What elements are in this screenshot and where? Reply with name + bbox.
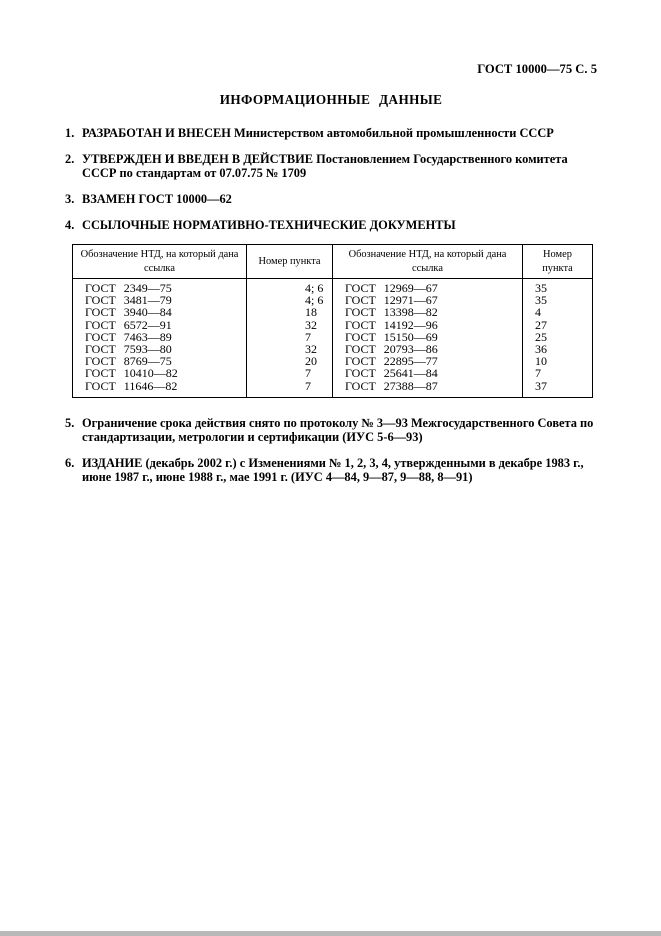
table-row (73, 343, 593, 355)
table-cell: ГОСТ 22895—77 (333, 355, 523, 367)
table-header-cell: Обозначение НТД, на который дана ссылка (333, 245, 523, 279)
list-item (65, 416, 597, 444)
scan-edge (0, 931, 661, 936)
list-item (65, 456, 597, 484)
table-cell: 10 (523, 355, 593, 367)
list-item-text: ВЗАМЕН ГОСТ 10000—62 (82, 192, 232, 206)
table-row (73, 306, 593, 318)
info-list-bottom (65, 416, 597, 484)
table-cell: ГОСТ 25641—84 (333, 367, 523, 379)
table-row (73, 367, 593, 379)
table-cell: ГОСТ 14192—96 (333, 319, 523, 331)
table-cell: ГОСТ 20793—86 (333, 343, 523, 355)
list-item-number: 3. (65, 192, 75, 206)
list-item-number: 6. (65, 455, 75, 470)
table-cell: 20 (247, 355, 333, 367)
table-cell: ГОСТ 2349—75 (73, 279, 247, 295)
list-item-number: 5. (65, 415, 75, 430)
table-cell: 36 (523, 343, 593, 355)
list-item-text: ССЫЛОЧНЫЕ НОРМАТИВНО-ТЕХНИЧЕСКИЕ ДОКУМЕНТЫ (82, 218, 456, 232)
page-title: ИНФОРМАЦИОННЫЕ ДАННЫЕ (219, 92, 443, 107)
table-cell: ГОСТ 6572—91 (73, 319, 247, 331)
table-header-row (73, 245, 593, 279)
table-cell: ГОСТ 12969—67 (333, 279, 523, 295)
list-item (65, 126, 597, 140)
table-cell: ГОСТ 11646—82 (73, 380, 247, 398)
table-row (73, 355, 593, 367)
table-cell: ГОСТ 10410—82 (73, 367, 247, 379)
table-cell: 32 (247, 319, 333, 331)
table-cell: 18 (247, 306, 333, 318)
table-cell: ГОСТ 8769—75 (73, 355, 247, 367)
table-row (73, 319, 593, 331)
table-header-cell: Номер пункта (523, 245, 593, 279)
list-item (65, 192, 597, 206)
table-cell: ГОСТ 12971—67 (333, 294, 523, 306)
table-cell: ГОСТ 7593—80 (73, 343, 247, 355)
list-item-number: 2. (65, 152, 75, 166)
table-cell: 27 (523, 319, 593, 331)
reference-table (72, 244, 593, 398)
info-list-top (65, 126, 597, 232)
table-header-cell: Обозначение НТД, на который дана ссылка (73, 245, 247, 279)
list-item-number: 1. (65, 126, 75, 140)
list-item (65, 152, 597, 180)
table-cell: 32 (247, 343, 333, 355)
table-row (73, 331, 593, 343)
table-cell: 4; 6 (247, 279, 333, 295)
list-item-number: 4. (65, 218, 75, 232)
page-header (65, 62, 597, 76)
list-item-text: УТВЕРЖДЕН И ВВЕДЕН В ДЕЙСТВИЕ Постановлением Государственного комитета СССР по стандартам от 07.07.75 № 1709 (82, 152, 568, 180)
table-header-cell: Номер пункта (247, 245, 333, 279)
list-item-text: ИЗДАНИЕ (декабрь 2002 г.) с Изменениями № 1, 2, 3, 4, утвержденными в декабре 1983 г., июне 1987 г., июне 1988 г., мае 1991 г. (ИУС 4—84, 9—87, 9—88, 8—91) (82, 455, 584, 484)
table-row (73, 294, 593, 306)
table-cell: ГОСТ 3481—79 (73, 294, 247, 306)
list-item (65, 218, 597, 232)
table-cell: 25 (523, 331, 593, 343)
table-cell: ГОСТ 3940—84 (73, 306, 247, 318)
table-cell: 4; 6 (247, 294, 333, 306)
table-cell: 7 (247, 331, 333, 343)
table-cell: 4 (523, 306, 593, 318)
table-cell: ГОСТ 15150—69 (333, 331, 523, 343)
table-cell: 35 (523, 279, 593, 295)
table-cell: 7 (247, 367, 333, 379)
table-cell: 35 (523, 294, 593, 306)
table-row (73, 279, 593, 295)
table-row (73, 380, 593, 398)
table-cell: ГОСТ 7463—89 (73, 331, 247, 343)
table-cell: 7 (523, 367, 593, 379)
table-cell: 37 (523, 380, 593, 398)
doc-number: ГОСТ 10000—75 С. 5 (477, 62, 597, 76)
table-cell: 7 (247, 380, 333, 398)
list-item-text: РАЗРАБОТАН И ВНЕСЕН Министерством автомобильной промышленности СССР (82, 126, 554, 140)
table-cell: ГОСТ 13398—82 (333, 306, 523, 318)
list-item-text: Ограничение срока действия снято по протоколу № 3—93 Межгосударственного Совета по стандартизации, метрологии и сертификации (ИУС 5-6—93) (82, 415, 594, 444)
table-cell: ГОСТ 27388—87 (333, 380, 523, 398)
